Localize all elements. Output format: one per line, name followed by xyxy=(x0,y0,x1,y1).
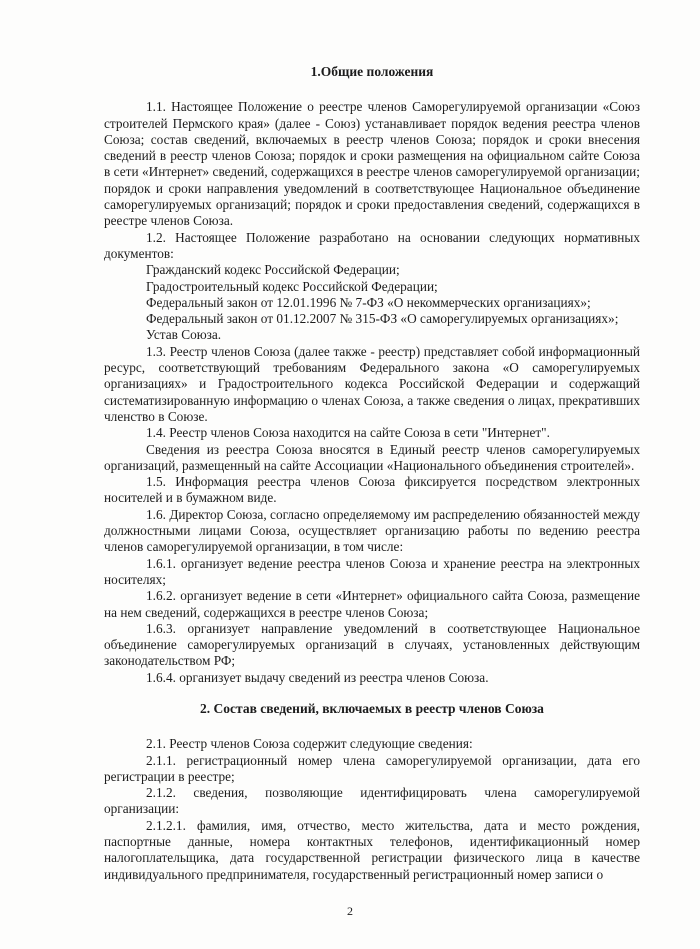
document-list-item: Градостроительный кодекс Российской Федерации; xyxy=(146,278,438,294)
page-number: 2 xyxy=(347,904,353,918)
paragraph-2-1-2-1: 2.1.2.1. фамилия, имя, отчество, место жительства, дата и место рождения, паспортные данные, номера контактных телефонов, идентификационный номер налогоплательщика, дата государственной регистрации физического лица в качестве индивидуального предпринимателя, государственный регистрационный номер записи о xyxy=(104,817,640,882)
document-list-item: Гражданский кодекс Российской Федерации; xyxy=(146,262,400,278)
paragraph-2-1-1: 2.1.1. регистрационный номер члена саморегулируемой организации, дата его регистрации в реестре; xyxy=(104,752,640,784)
paragraph-1-6-2: 1.6.2. организует ведение в сети «Интернет» официального сайта Союза, размещение на нем сведений, содержащихся в реестре членов Союза; xyxy=(104,588,640,620)
paragraph-1-4-note: Сведения из реестра Союза вносятся в Единый реестр членов саморегулируемых организаций, размещенный на сайте Ассоциации «Национального объединения строителей». xyxy=(104,441,640,473)
document-list-item: Устав Союза. xyxy=(146,327,222,343)
paragraph-1-6-1: 1.6.1. организует ведение реестра членов Союза и хранение реестра на электронных носителях; xyxy=(104,555,640,587)
document-list-item: Федеральный закон от 12.01.1996 № 7-ФЗ «О некоммерческих организациях»; xyxy=(146,294,591,310)
paragraph-1-4: 1.4. Реестр членов Союза находится на сайте Союза в сети "Интернет". xyxy=(146,425,550,441)
document-list-item: Федеральный закон от 01.12.2007 № 315-ФЗ «О саморегулируемых организациях»; xyxy=(146,311,619,327)
paragraph-1-2: 1.2. Настоящее Положение разработано на основании следующих нормативных документов: xyxy=(104,229,640,261)
paragraph-1-1: 1.1. Настоящее Положение о реестре членов Саморегулируемой организации «Союз строителей Пермского края» (далее - Союз) устанавливает порядок ведения реестра членов Союза; состав сведений, включаемых в реестр членов Союза; порядок и сроки внесения сведений в реестр членов Союза; порядок и сроки размещения на официальном сайте Союза в сети «Интернет» сведений, содержащихся в реестре членов саморегулируемой организации; порядок и сроки направления уведомлений в соответствующее Национальное объединение саморегулируемых организаций; порядок и сроки предоставления сведений, содержащихся в реестре членов Союза. xyxy=(104,99,640,229)
paragraph-2-1: 2.1. Реестр членов Союза содержит следующие сведения: xyxy=(146,736,473,752)
paragraph-1-6-4: 1.6.4. организует выдачу сведений из реестра членов Союза. xyxy=(146,669,489,685)
paragraph-2-1-2: 2.1.2. сведения, позволяющие идентифицировать члена саморегулируемой организации: xyxy=(104,785,640,817)
paragraph-1-3: 1.3. Реестр членов Союза (далее также - реестр) представляет собой информационный ресурс, соответствующий требованиям Федерального закона «О саморегулируемых организациях» и Градостроительного кодекса Российской Федерации и содержащий систематизированную информацию о членах Союза, а также сведения о лицах, прекративших членство в Союзе. xyxy=(104,343,640,424)
section-2-heading: 2. Состав сведений, включаемых в реестр членов Союза xyxy=(200,700,544,716)
paragraph-1-5: 1.5. Информация реестра членов Союза фиксируется посредством электронных носителей и в бумажном виде. xyxy=(104,474,640,506)
paragraph-1-6: 1.6. Директор Союза, согласно определяемому им распределению обязанностей между должностными лицами Союза, осуществляет организацию работы по ведению реестра членов саморегулируемой организации, в том числе: xyxy=(104,506,640,555)
document-body xyxy=(104,64,640,883)
section-1-heading: 1.Общие положения xyxy=(310,64,434,79)
paragraph-1-6-3: 1.6.3. организует направление уведомлений в соответствующее Национальное объединение саморегулируемых организаций в случаях, установленных действующим законодательством РФ; xyxy=(104,620,640,669)
